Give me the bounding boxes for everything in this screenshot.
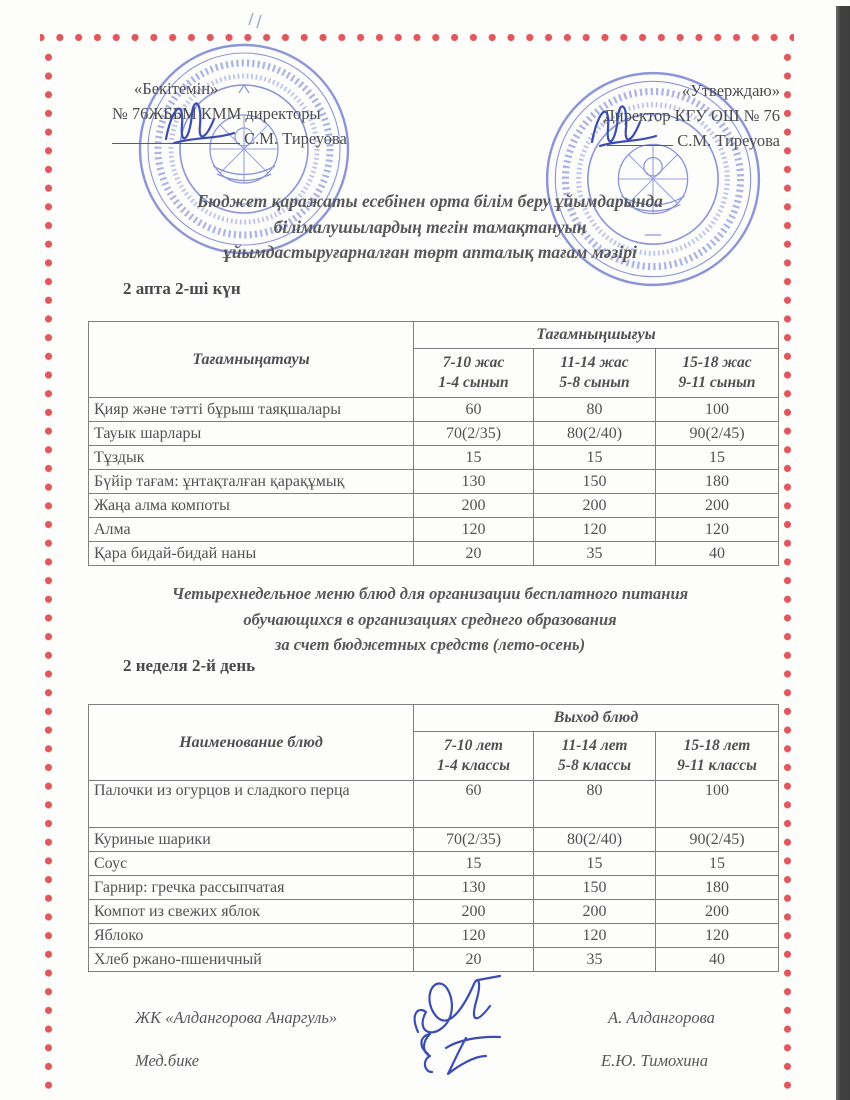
portion-cell: 200 (534, 900, 656, 924)
portion-cell: 40 (656, 542, 779, 566)
title-line: Бюджет қаражаты есебінен орта білім беру ұйымдарында (197, 191, 663, 211)
table-row (89, 518, 779, 542)
portion-cell: 40 (656, 948, 779, 972)
portion-cell: 60 (414, 781, 534, 828)
dish-name-cell: Алма (89, 518, 414, 542)
portion-cell: 15 (656, 852, 779, 876)
age-column-header: 15-18 лет 9-11 классы (656, 732, 779, 781)
portion-cell: 80 (534, 398, 656, 422)
portion-cell: 200 (534, 494, 656, 518)
table-row (89, 900, 779, 924)
director-signature-left (160, 93, 246, 155)
portion-cell: 90(2/45) (656, 828, 779, 852)
dish-name-cell: Қара бидай-бидай наны (89, 542, 414, 566)
portion-cell: 130 (414, 876, 534, 900)
approval-position: № 76ЖББМ КММ директоры (112, 104, 321, 123)
table-row (89, 852, 779, 876)
nurse-label: Мед.бике (135, 1051, 200, 1070)
portion-cell: 100 (656, 781, 779, 828)
scan-edge-strip (836, 6, 850, 1100)
table-row (89, 948, 779, 972)
portion-cell: 20 (414, 948, 534, 972)
nurse-name: Е.Ю. Тимохина (601, 1051, 708, 1070)
approval-label: «Бекітемін» (134, 79, 219, 98)
output-header: Тағамныңшығуы (414, 322, 779, 349)
portion-cell: 35 (534, 542, 656, 566)
portion-cell: 15 (534, 852, 656, 876)
portion-cell: 120 (414, 518, 534, 542)
age-column-header: 15-18 жас 9-11 сынып (656, 349, 779, 398)
table-row (89, 494, 779, 518)
dish-name-cell: Тауык шарлары (89, 422, 414, 446)
table-row (89, 398, 779, 422)
week-day-label-kk: 2 апта 2-ші күн (123, 279, 241, 298)
table-header-row (89, 322, 779, 349)
approval-position: Директор КГУ ОШ № 76 (603, 106, 780, 125)
portion-cell: 180 (656, 876, 779, 900)
portion-cell: 80(2/40) (534, 828, 656, 852)
dish-name-header: Тағамныңатауы (89, 322, 414, 398)
age-column-header: 11-14 лет 5-8 классы (534, 732, 656, 781)
portion-cell: 150 (534, 876, 656, 900)
approver-name: С.М. Тиреуова (244, 129, 347, 148)
dish-name-header: Наименование блюд (89, 705, 414, 781)
pen-mark (246, 10, 266, 34)
table-header-row (89, 705, 779, 732)
table-row (89, 470, 779, 494)
table-row (89, 828, 779, 852)
portion-cell: 120 (534, 518, 656, 542)
portion-cell: 100 (656, 398, 779, 422)
dish-name-cell: Бүйір тағам: ұнтақталған қарақұмық (89, 470, 414, 494)
output-header: Выход блюд (414, 705, 779, 732)
portion-cell: 150 (534, 470, 656, 494)
age-column-header: 7-10 жас 1-4 сынып (414, 349, 534, 398)
cook-name: А. Алдангорова (608, 1008, 715, 1027)
director-signature-right (586, 98, 668, 158)
dish-name-cell: Жаңа алма компоты (89, 494, 414, 518)
portion-cell: 15 (414, 852, 534, 876)
approval-label: «Утверждаю» (681, 81, 780, 100)
dish-name-cell: Тұздык (89, 446, 414, 470)
portion-cell: 60 (414, 398, 534, 422)
nurse-signature (414, 1026, 518, 1080)
portion-cell: 15 (656, 446, 779, 470)
portion-cell: 200 (656, 494, 779, 518)
portion-cell: 70(2/35) (414, 422, 534, 446)
age-column-header: 11-14 жас 5-8 сынып (534, 349, 656, 398)
portion-cell: 180 (656, 470, 779, 494)
title-line: ұйымдастыруғарналған төрт апталық тағам мәзірі (223, 242, 637, 262)
portion-cell: 200 (656, 900, 779, 924)
portion-cell: 120 (656, 924, 779, 948)
dish-name-cell: Куриные шарики (89, 828, 414, 852)
title-line: білімалушылардың тегін тамақтануын (273, 216, 587, 237)
table-row (89, 446, 779, 470)
portion-cell: 15 (414, 446, 534, 470)
portion-cell: 70(2/35) (414, 828, 534, 852)
table-row (89, 876, 779, 900)
table-row (89, 542, 779, 566)
table-row (89, 924, 779, 948)
portion-cell: 120 (534, 924, 656, 948)
week-day-label-ru: 2 неделя 2-й день (123, 656, 256, 675)
dish-name-cell: Компот из свежих яблок (89, 900, 414, 924)
dish-name-cell: Хлеб ржано-пшеничный (89, 948, 414, 972)
dish-name-cell: Гарнир: гречка рассыпчатая (89, 876, 414, 900)
portion-cell: 20 (414, 542, 534, 566)
title-line: обучающихся в организациях среднего образования (243, 609, 617, 629)
age-column-header: 7-10 лет 1-4 классы (414, 732, 534, 781)
portion-cell: 120 (656, 518, 779, 542)
table-row (89, 422, 779, 446)
document-title-kk (50, 189, 810, 266)
dish-name-cell: Яблоко (89, 924, 414, 948)
cook-label: ЖК «Алдангорова Анаргуль» (135, 1008, 338, 1027)
title-line: за счет бюджетных средств (лето-осень) (274, 635, 586, 654)
title-line: Четырехнедельное меню блюд для организации бесплатного питания (171, 584, 689, 603)
portion-cell: 200 (414, 900, 534, 924)
menu-table-kk (88, 321, 779, 566)
portion-cell: 90(2/45) (656, 422, 779, 446)
portion-cell: 80(2/40) (534, 422, 656, 446)
table-row (89, 781, 779, 828)
portion-cell: 35 (534, 948, 656, 972)
portion-cell: 200 (414, 494, 534, 518)
portion-cell: 130 (414, 470, 534, 494)
menu-table-ru (88, 704, 779, 972)
approver-name: С.М. Тиреуова (677, 131, 780, 150)
portion-cell: 80 (534, 781, 656, 828)
document-title-ru (50, 581, 810, 658)
dish-name-cell: Қияр және тәтті бұрыш таяқшалары (89, 398, 414, 422)
dish-name-cell: Соус (89, 852, 414, 876)
dish-name-cell: Палочки из огурцов и сладкого перца (89, 781, 414, 828)
portion-cell: 15 (534, 446, 656, 470)
portion-cell: 120 (414, 924, 534, 948)
